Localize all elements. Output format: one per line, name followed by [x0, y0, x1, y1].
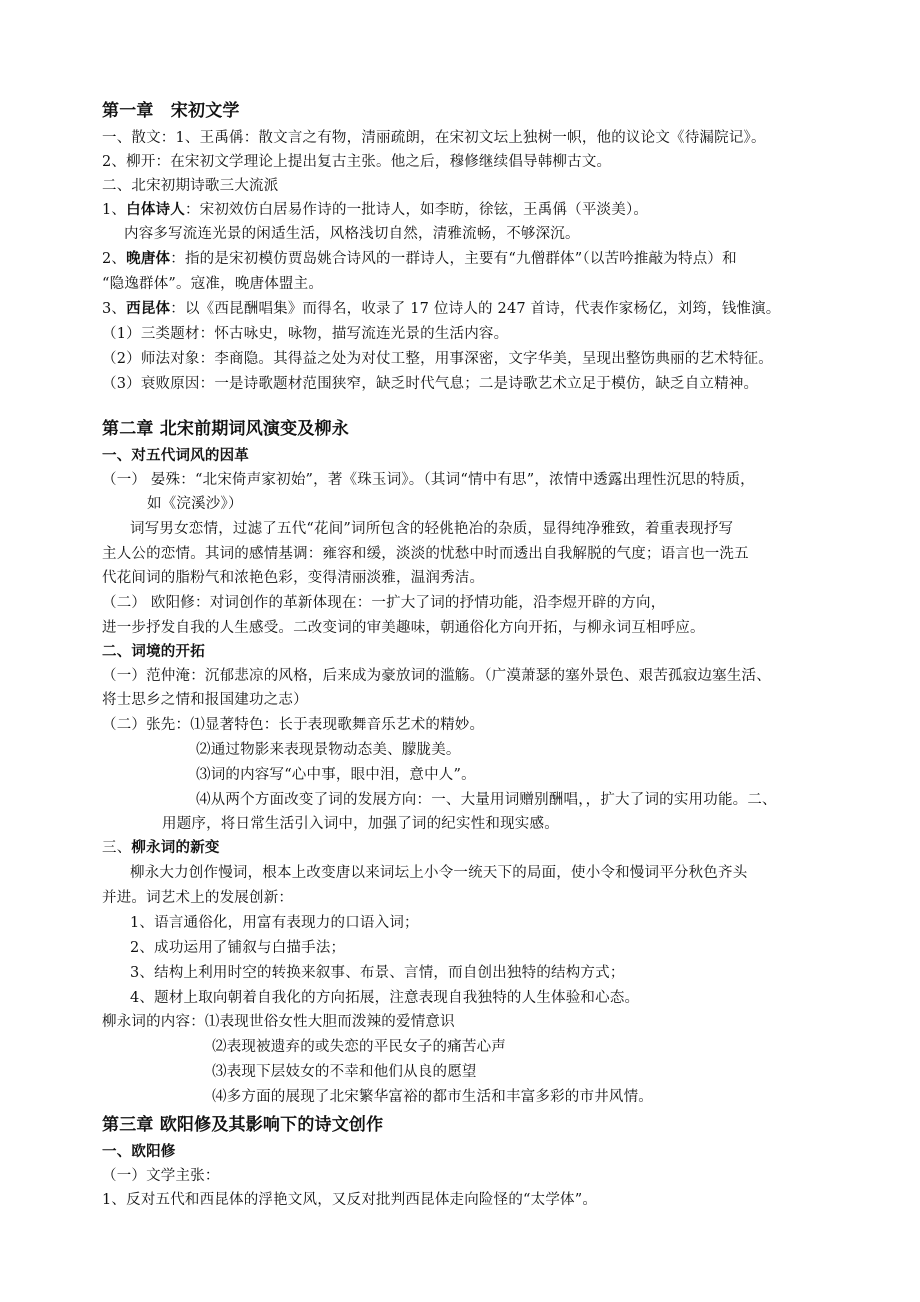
section-heading: 二、词境的开拓	[102, 643, 205, 660]
paragraph: 进一步抒发自我的人生感受。二改变词的审美趣味，朝通俗化方向开拓，与柳永词互相呼应。	[102, 620, 705, 636]
paragraph: 将士思乡之情和报国建功之志）	[102, 692, 308, 708]
paragraph-text: ：宋初效仿白居易作诗的一批诗人，如李昉，徐铉，王禹偁（平淡美）。	[184, 202, 649, 218]
paragraph: 2、柳开：在宋初文学理论上提出复古主张。他之后，穆修继续倡导韩柳古文。	[102, 154, 612, 170]
paragraph: （2）师法对象：李商隐。其得益之处为对仗工整，用事深密，文字华美，呈现出整饬典丽的艺术特征。	[102, 351, 773, 367]
paragraph: 主人公的恋情。其词的感情基调：雍容和缓，淡淡的忧愁中时而透出自我解脱的气度；语言也一洗五	[102, 546, 749, 562]
term-bold: 柳永词的新变	[131, 839, 220, 856]
paragraph-text: ：以《西昆酬唱集》而得名，收录了 17 位诗人的 247 首诗，代表作家杨亿，刘筠，钱惟演。	[170, 301, 781, 317]
list-number: 2、	[102, 251, 127, 267]
paragraph	[102, 198, 827, 222]
paragraph: （一）文学主张：	[102, 1168, 220, 1184]
paragraph: ⑷从两个方面改变了词的发展方向：一、大量用词赠别酬唱，，扩大了词的实用功能。二、	[196, 792, 777, 808]
paragraph: 柳永大力创作慢词，根本上改变唐以来词坛上小令一统天下的局面，使小令和慢词平分秋色齐头	[130, 865, 748, 881]
list-item: 1、语言通俗化，用富有表现力的口语入词；	[130, 915, 419, 931]
list-item: ⑷多方面的展现了北宋繁华富裕的都市生活和丰富多彩的市井风情。	[212, 1089, 653, 1105]
document-page	[102, 96, 827, 1212]
paragraph: 词写男女恋情，过滤了五代“花间”词所包含的轻佻艳冶的杂质，显得纯净雅致，着重表现抒写	[130, 521, 734, 537]
paragraph-text: ：指的是宋初模仿贾岛姚合诗风的一群诗人，主要有“九僧群体”（以苦吟推敲为特点）和	[170, 251, 737, 267]
section-heading	[102, 836, 827, 860]
list-item: 2、成功运用了铺叙与白描手法；	[130, 940, 346, 956]
paragraph: ⑵通过物影来表现景物动态美、朦胧美。	[196, 742, 461, 758]
chapter-1-title: 第一章 宋初文学	[102, 101, 240, 121]
paragraph: “隐逸群体”。寇准，晚唐体盟主。	[102, 276, 324, 292]
list-number: 1、	[102, 202, 127, 218]
chapter-2-title: 第二章 北宋前期词风演变及柳永	[102, 419, 349, 439]
paragraph: 柳永词的内容：⑴表现世俗女性大胆而泼辣的爱情意识	[102, 1014, 455, 1030]
list-item: 3、结构上利用时空的转换来叙事、布景、言情，而自创出独特的结构方式；	[130, 965, 625, 981]
paragraph: 内容多写流连光景的闲适生活，风格浅切自然，清雅流畅，不够深沉。	[124, 226, 580, 242]
paragraph: 如《浣溪沙》）	[147, 496, 243, 512]
paragraph	[102, 296, 827, 322]
paragraph: （一） 晏殊：“北宋倚声家初始”，著《珠玉词》。（其词“情中有思”，浓情中透露出理性沉思的特质，	[102, 472, 755, 488]
paragraph: （一）范仲淹：沉郁悲凉的风格，后来成为豪放词的滥觞。（广漠萧瑟的塞外景色、艰苦孤寂边塞生活、	[102, 668, 771, 684]
paragraph	[102, 246, 827, 272]
term-bold: 西昆体	[126, 300, 171, 317]
paragraph: ⑶词的内容写“心中事，眼中泪，意中人”。	[196, 767, 476, 783]
paragraph: （3）衰败原因：一是诗歌题材范围狭窄，缺乏时代气息；二是诗歌艺术立足于模仿，缺乏自立精神。	[102, 376, 759, 392]
paragraph: 代花间词的脂粉气和浓艳色彩，变得清丽淡雅，温润秀洁。	[102, 570, 485, 586]
list-number: 三、	[102, 840, 132, 856]
paragraph: （二）张先：⑴显著特色：长于表现歌舞音乐艺术的精妙。	[102, 717, 485, 733]
paragraph: （二） 欧阳修：对词创作的革新体现在：一扩大了词的抒情功能，沿李煜开辟的方向，	[102, 595, 666, 611]
section-heading: 一、对五代词风的因革	[102, 447, 249, 464]
list-item: 4、题材上取向朝着自我化的方向拓展，注意表现自我独特的人生体验和心态。	[130, 990, 640, 1006]
term-bold: 晚唐体	[126, 250, 171, 267]
section-heading: 二、北宋初期诗歌三大流派	[102, 178, 279, 194]
list-item: ⑶表现下层妓女的不幸和他们从良的愿望	[212, 1064, 477, 1080]
paragraph: 并进。词艺术上的发展创新：	[102, 890, 294, 906]
paragraph: 用题序，将日常生活引入词中，加强了词的纪实性和现实感。	[162, 816, 559, 832]
list-number: 3、	[102, 301, 127, 317]
paragraph: 一、散文：1、王禹偁：散文言之有物，清丽疏朗，在宋初文坛上独树一帜，他的议论文《待漏院记》。	[102, 130, 766, 146]
chapter-3-title: 第三章 欧阳修及其影响下的诗文创作	[102, 1115, 384, 1135]
paragraph: （1）三类题材：怀古咏史，咏物，描写流连光景的生活内容。	[102, 326, 509, 342]
paragraph: 1、反对五代和西昆体的浮艳文风，又反对批判西昆体走向险怪的“太学体”。	[102, 1192, 598, 1208]
section-heading: 一、欧阳修	[102, 1143, 176, 1160]
term-bold: 白体诗人	[126, 201, 185, 218]
list-item: ⑵表现被遗弃的或失恋的平民女子的痛苦心声	[212, 1039, 506, 1055]
